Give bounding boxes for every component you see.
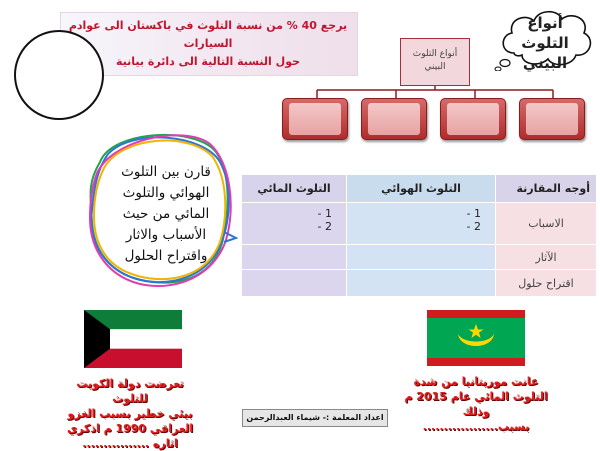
kuwait-flag-icon: [84, 310, 182, 368]
cell-air-causes-line-1: 1 -: [466, 207, 481, 220]
kuwait-caption-line-2: بيئي خطير بسبب الغزو: [67, 407, 193, 420]
teacher-credit: اعداد المعلمة :- شيماء العبدالرحمن: [242, 409, 388, 427]
compare-prompt-line-2: الهوائي والتلوث: [122, 185, 210, 201]
row-label-causes: الاسباب: [496, 203, 597, 245]
table-header-row: [242, 175, 597, 203]
row-label-solutions: اقتراح حلول: [496, 270, 597, 297]
hierarchy-child-box-3[interactable]: [440, 98, 506, 140]
cell-air-causes-line-2: 2 -: [466, 220, 481, 233]
table-row: [242, 270, 597, 297]
header-air-pollution: التلوث الهوائي: [347, 175, 496, 203]
mauritania-caption-line-1: عانت موريتانيا من شدة: [413, 375, 539, 388]
kuwait-caption: [60, 376, 200, 451]
mauritania-caption-line-3: وذلك: [462, 405, 490, 418]
mauritania-caption-line-4: بسبب..................: [422, 420, 530, 433]
compare-prompt-line-1: قارن بين التلوث: [121, 164, 211, 180]
hierarchy-root-line-2: البيني: [424, 62, 446, 72]
row-label-effects: الآثار: [496, 245, 597, 270]
table-row: [242, 245, 597, 270]
cell-water-causes[interactable]: [242, 203, 347, 245]
header-water-pollution: التلوث المائي: [242, 175, 347, 203]
hierarchy-root-line-1: أنواع التلوث: [412, 49, 458, 59]
hierarchy-child-box-4[interactable]: [519, 98, 585, 140]
compare-prompt-line-3: المائي من حيث: [122, 206, 210, 222]
hierarchy-child-box-1[interactable]: [282, 98, 348, 140]
mauritania-caption: [402, 374, 550, 434]
kuwait-caption-line-1: تعرضت دولة الكويت للتلوث: [76, 377, 184, 405]
hierarchy-child-box-2[interactable]: [361, 98, 427, 140]
cell-water-causes-line-1: 1 -: [317, 207, 332, 220]
hierarchy-root-box: [400, 38, 470, 86]
mauritania-caption-line-2: التلوث المائي عام 2015 م: [404, 390, 548, 403]
mauritania-flag-icon: [427, 310, 525, 366]
cell-air-causes[interactable]: [347, 203, 496, 245]
instruction-line-3: حول النسبة التالية الى دائرة بيانية: [115, 55, 301, 68]
cell-air-solutions[interactable]: [347, 270, 496, 297]
cell-air-effects[interactable]: [347, 245, 496, 270]
comparison-table: [241, 174, 597, 297]
compare-prompt-line-5: واقتراح الحلول: [124, 248, 208, 264]
header-comparison-aspects: أوجه المقارنة: [496, 175, 597, 203]
cloud-title-line-2: البيني: [522, 54, 568, 72]
instruction-text: [64, 17, 352, 71]
compare-prompt: [96, 162, 236, 267]
cell-water-causes-line-2: 2 -: [317, 220, 332, 233]
pie-chart-circle[interactable]: [14, 30, 104, 120]
cell-water-solutions[interactable]: [242, 270, 347, 297]
table-row: [242, 203, 597, 245]
cloud-title-line-1: أنواع التلوث: [521, 14, 569, 52]
kuwait-caption-line-4: اثاره ................: [82, 437, 178, 450]
compare-prompt-line-4: الأسباب والاثار: [125, 227, 207, 243]
cell-water-effects[interactable]: [242, 245, 347, 270]
kuwait-caption-line-3: العراقي 1990 م اذكري: [67, 422, 193, 435]
instruction-line-1: يرجع 40 % من نسبة التلوث في باكستان الى عوادم: [68, 19, 348, 32]
cloud-title: [502, 13, 588, 73]
instruction-line-2: السيارات: [183, 37, 233, 50]
